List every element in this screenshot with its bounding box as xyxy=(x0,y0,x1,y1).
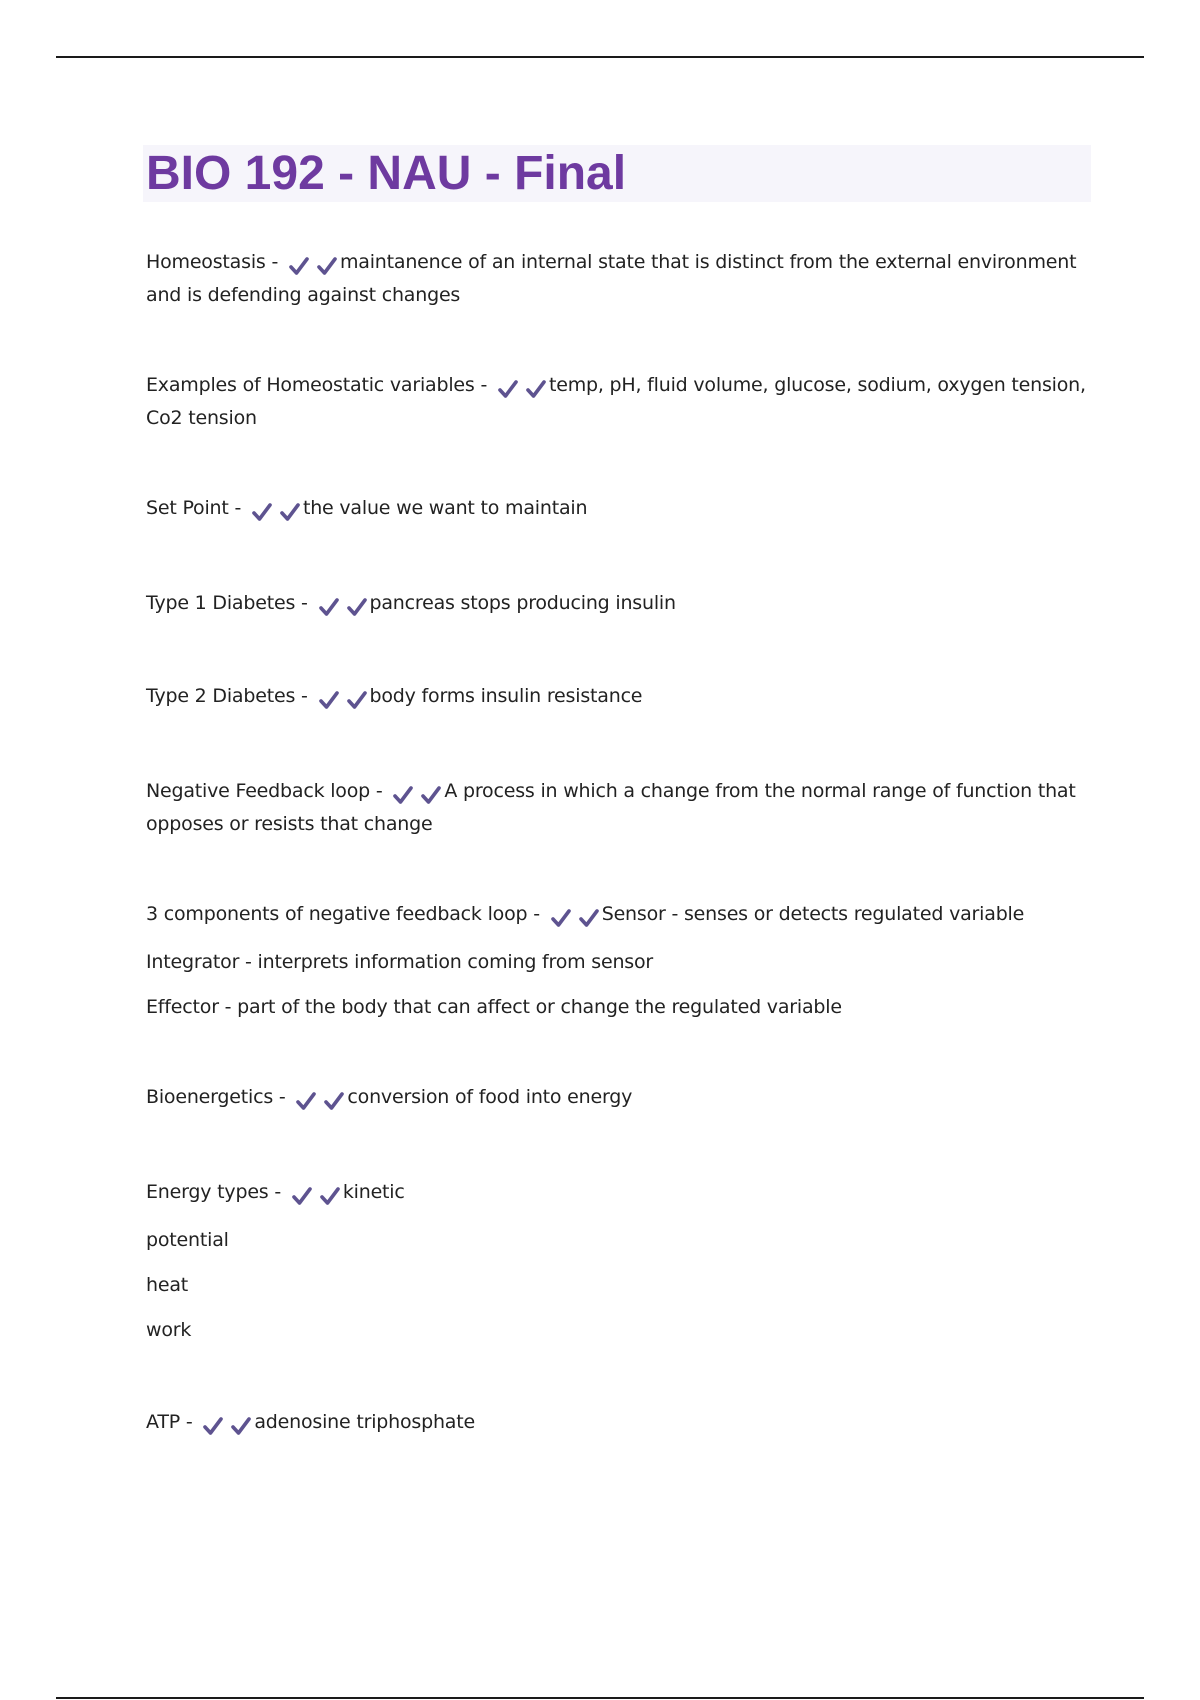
entry-definition: Sensor - senses or detects regulated variable xyxy=(601,903,1025,925)
double-checkmark-icon xyxy=(202,1410,252,1440)
entry-continuation-line: Effector - part of the body that can affect or change the regulated variable xyxy=(146,996,842,1018)
entry-energy-types xyxy=(146,1177,1091,1345)
document-title: BIO 192 - NAU - Final xyxy=(146,147,627,200)
entry-term: ATP - xyxy=(146,1411,193,1433)
entry-atp xyxy=(146,1407,1091,1440)
double-checkmark-icon xyxy=(291,1180,341,1210)
entry-type-2-diabetes xyxy=(146,681,1091,714)
entry-definition: adenosine triphosphate xyxy=(254,1411,475,1433)
entry-definition: body forms insulin resistance xyxy=(369,685,643,707)
entry-definition: the value we want to maintain xyxy=(302,497,588,519)
double-checkmark-icon xyxy=(392,779,442,809)
entry-negative-feedback-loop xyxy=(146,776,1091,839)
double-checkmark-icon xyxy=(497,373,547,403)
entry-set-point xyxy=(146,493,1091,526)
bottom-rule xyxy=(56,1697,1144,1699)
entry-term: Examples of Homeostatic variables - xyxy=(146,374,488,396)
entry-term: Negative Feedback loop - xyxy=(146,780,383,802)
double-checkmark-icon xyxy=(251,496,301,526)
entry-term: Type 1 Diabetes - xyxy=(146,592,308,614)
entry-definition: pancreas stops producing insulin xyxy=(369,592,676,614)
entry-term: Set Point - xyxy=(146,497,242,519)
entry-term: 3 components of negative feedback loop - xyxy=(146,903,540,925)
entry-definition: maintanence of an internal state that is distinct from the external environment and is defending against changes xyxy=(146,251,1077,306)
entry-type-1-diabetes xyxy=(146,588,1091,621)
double-checkmark-icon xyxy=(295,1085,345,1115)
top-rule xyxy=(56,56,1144,58)
entry-definition: conversion of food into energy xyxy=(347,1086,633,1108)
entry-term: Homeostasis - xyxy=(146,251,279,273)
entry-bioenergetics xyxy=(146,1082,1091,1115)
double-checkmark-icon xyxy=(288,250,338,280)
entry-continuation-line: work xyxy=(146,1319,192,1341)
entry-definition: temp, pH, fluid volume, glucose, sodium, oxygen tension, Co2 tension xyxy=(146,374,1086,429)
entry-definition: kinetic xyxy=(342,1181,405,1203)
entry-continuation-line: potential xyxy=(146,1229,229,1251)
entry-feedback-components xyxy=(146,899,1091,1022)
entry-term: Type 2 Diabetes - xyxy=(146,685,308,707)
entry-term: Energy types - xyxy=(146,1181,281,1203)
entry-homeostasis xyxy=(146,247,1091,310)
entry-definition: A process in which a change from the normal range of function that opposes or resists that change xyxy=(146,780,1076,835)
double-checkmark-icon xyxy=(550,902,600,932)
double-checkmark-icon xyxy=(318,684,368,714)
double-checkmark-icon xyxy=(318,591,368,621)
entry-term: Bioenergetics - xyxy=(146,1086,286,1108)
entry-continuation-line: heat xyxy=(146,1274,189,1296)
entry-continuation-line: Integrator - interprets information coming from sensor xyxy=(146,951,654,973)
entry-homeostatic-variables xyxy=(146,370,1091,433)
